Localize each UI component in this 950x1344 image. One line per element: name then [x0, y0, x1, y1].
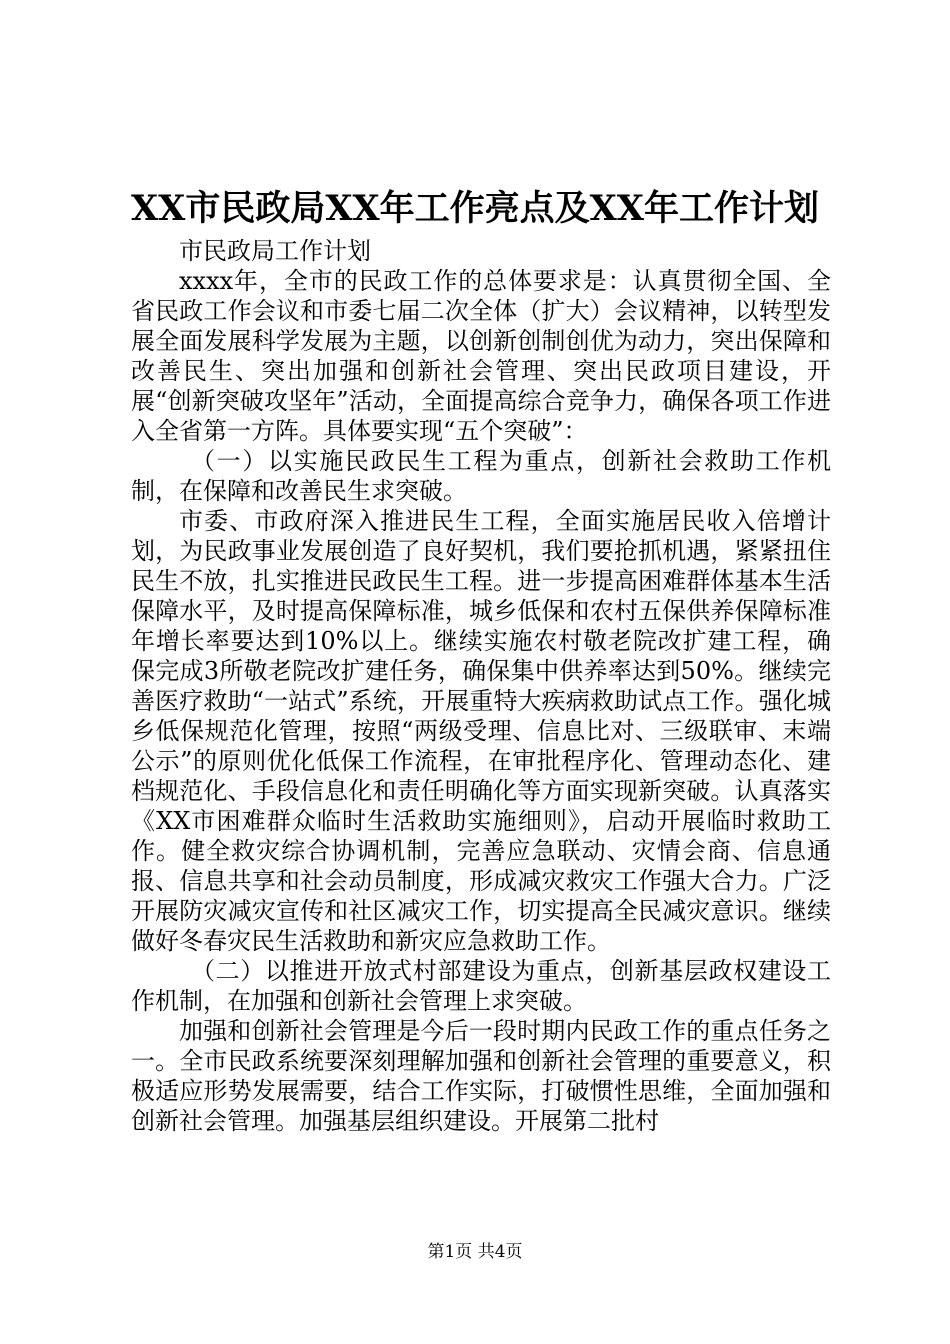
paragraph-overview: xxxx年，全市的民政工作的总体要求是：认真贯彻全国、全省民政工作会议和市委七届二次全体（扩大）会议精神，以转型发展全面发展科学发展为主题，以创新创制创优为动力，突出保障和改善民生、突出加强和创新社会管理、突出民政项目建设，开展“创新突破攻坚年”活动，全面提高综合竞争力，确保各项工作进入全省第一方阵。具体要实现“五个突破”：: [131, 267, 831, 445]
document-body: [131, 236, 831, 1136]
paragraph-section-2: 加强和创新社会管理是今后一段时期内民政工作的重点任务之一。全市民政系统要深刻理解加强和创新社会管理的重要意义，积极适应形势发展需要，结合工作实际，打破惯性思维，全面加强和创新社会管理。加强基层组织建设。开展第二批村: [131, 1017, 831, 1135]
paragraph-heading-2: （二）以推进开放式村部建设为重点，创新基层政权建设工作机制，在加强和创新社会管理上求突破。: [131, 957, 831, 1015]
paragraph-heading-1: （一）以实施民政民生工程为重点，创新社会救助工作机制，在保障和改善民生求突破。: [131, 447, 831, 505]
paragraph-subtitle: 市民政局工作计划: [179, 237, 371, 265]
page-footer: 第1页 共4页: [427, 1242, 523, 1262]
document-title: XX市民政局XX年工作亮点及XX年工作计划: [131, 188, 819, 229]
paragraph-section-1: 市委、市政府深入推进民生工程，全面实施居民收入倍增计划，为民政事业发展创造了良好契机，我们要抢抓机遇，紧紧扭住民生不放，扎实推进民政民生工程。进一步提高困难群体基本生活保障水平，及时提高保障标准，城乡低保和农村五保供养保障标准年增长率要达到10%以上。继续实施农村敬老院改扩建工程，确保完成3所敬老院改扩建任务，确保集中供养率达到50%。继续完善医疗救助“一站式”系统，开展重特大疾病救助试点工作。强化城乡低保规范化管理，按照“两级受理、信息比对、三级联审、末端公示”的原则优化低保工作流程，在审批程序化、管理动态化、建档规范化、手段信息化和责任明确化等方面实现新突破。认真落实《XX市困难群众临时生活救助实施细则》，启动开展临时救助工作。健全救灾综合协调机制，完善应急联动、灾情会商、信息通报、信息共享和社会动员制度，形成减灾救灾工作强大合力。广泛开展防灾减灾宣传和社区减灾工作，切实提高全民减灾意识。继续做好冬春灾民生活救助和新灾应急救助工作。: [131, 507, 831, 955]
